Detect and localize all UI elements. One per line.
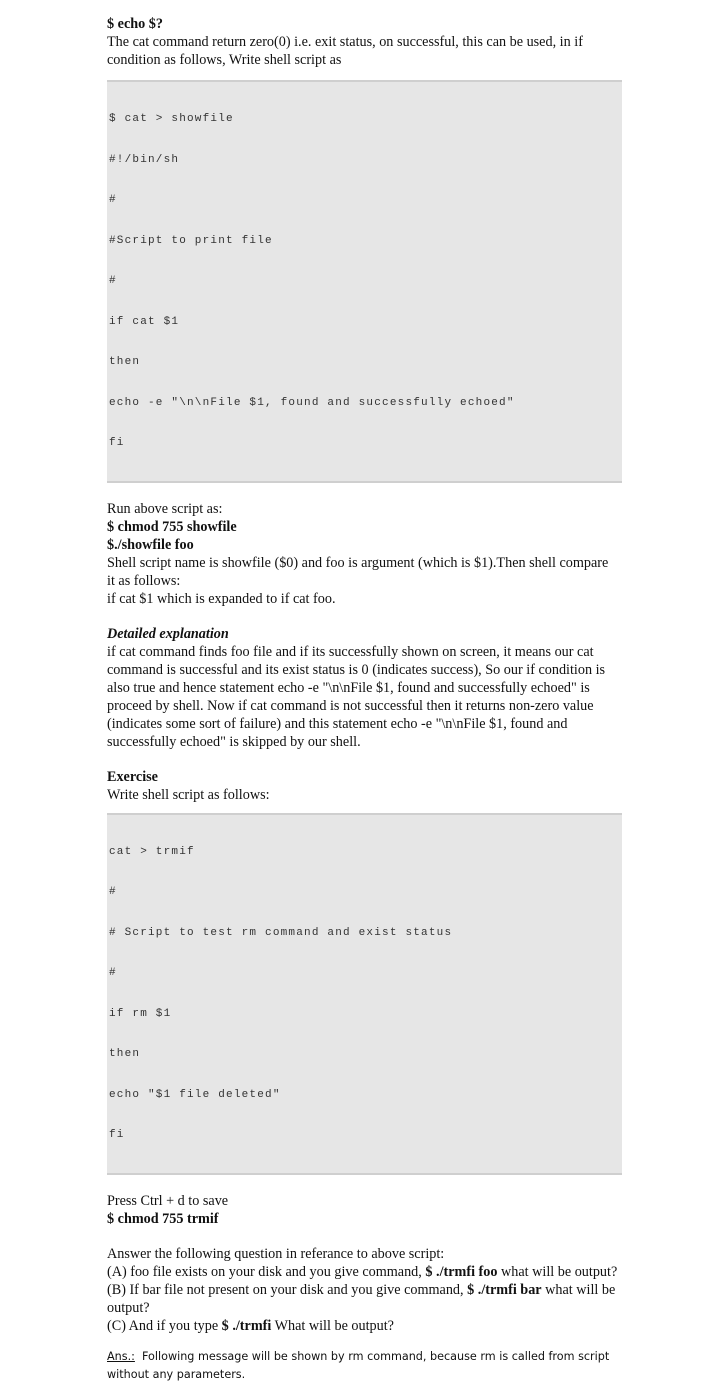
code-line: # xyxy=(109,194,117,206)
answer-label: Ans.: xyxy=(107,1349,135,1363)
answer-line-1 xyxy=(107,1348,622,1366)
code-block-showfile xyxy=(107,80,622,483)
code-line: $ cat > showfile xyxy=(109,113,234,125)
explanation-line-3: also true and hence statement echo -e "\n\nFile $1, found and successfully echoed" is xyxy=(107,679,590,696)
run-line-3: if cat $1 which is expanded to if cat foo. xyxy=(107,590,336,607)
explanation-line-1: if cat command finds foo file and if its successfully shown on screen, it means our cat xyxy=(107,643,594,660)
code-line: then xyxy=(109,1048,141,1060)
run-command-chmod: $ chmod 755 showfile xyxy=(107,518,237,535)
intro-line-2: condition as follows, Write shell script as xyxy=(107,52,342,68)
question-a xyxy=(107,1263,622,1281)
intro-line-1: The cat command return zero(0) i.e. exit status, on successful, this can be used, in if xyxy=(107,34,583,50)
code-line: # Script to test rm command and exist status xyxy=(109,926,453,939)
explanation-line-6: successfully echoed" is skipped by our shell. xyxy=(107,733,361,750)
question-b xyxy=(107,1281,622,1299)
explanation-heading: Detailed explanation xyxy=(107,625,229,642)
run-line-1: Shell script name is showfile ($0) and foo is argument (which is $1).Then shell compare xyxy=(107,554,609,571)
run-line-2: it as follows: xyxy=(107,572,181,589)
code-line: #Script to print file xyxy=(109,234,273,247)
code-line: #!/bin/sh xyxy=(109,153,180,166)
intro-command: $ echo $? xyxy=(107,16,163,32)
save-line: Press Ctrl + d to save xyxy=(107,1192,229,1209)
question-c-tail: What will be output? xyxy=(271,1317,394,1334)
code-block-trmif xyxy=(107,813,622,1175)
document-page xyxy=(107,0,622,1384)
questions-intro: Answer the following question in referance to above script: xyxy=(107,1245,445,1262)
question-a-command: $ ./trmfi foo xyxy=(425,1263,498,1280)
run-label: Run above script as: xyxy=(107,500,223,517)
code-line: fi xyxy=(109,437,125,449)
question-a-text: (A) foo file exists on your disk and you give command, xyxy=(107,1263,426,1280)
question-b-text: (B) If bar file not present on your disk and you give command, xyxy=(107,1281,468,1298)
code-line: echo -e "\n\nFile $1, found and successfully echoed" xyxy=(109,396,515,409)
explanation-line-2: command is successful and its exist status is 0 (indicates success), So our if condition is xyxy=(107,661,606,678)
save-command: $ chmod 755 trmif xyxy=(107,1210,219,1227)
code-line: cat > trmif xyxy=(109,845,195,858)
code-line: # xyxy=(109,967,117,979)
question-c-command: $ ./trmfi xyxy=(221,1317,272,1334)
question-c xyxy=(107,1317,622,1335)
run-command-exec: $./showfile foo xyxy=(107,536,194,553)
code-line: if cat $1 xyxy=(109,315,180,328)
answer-line-2: without any parameters. xyxy=(107,1367,246,1381)
code-line: if rm $1 xyxy=(109,1007,172,1020)
question-b-command: $ ./trmfi bar xyxy=(467,1281,542,1298)
question-b-tail: what will be xyxy=(541,1281,616,1298)
explanation-line-4: proceed by shell. Now if cat command is not successful then it returns non-zero value xyxy=(107,697,594,714)
code-line: # xyxy=(109,886,117,898)
code-line: # xyxy=(109,275,117,287)
code-line: echo "$1 file deleted" xyxy=(109,1088,281,1101)
question-c-text: (C) And if you type xyxy=(107,1317,222,1334)
exercise-line: Write shell script as follows: xyxy=(107,786,270,803)
answer-text: Following message will be shown by rm command, because rm is called from script xyxy=(134,1349,610,1363)
question-b-continued: output? xyxy=(107,1299,150,1316)
code-line: then xyxy=(109,356,141,368)
question-a-tail: what will be output? xyxy=(497,1263,618,1280)
code-line: fi xyxy=(109,1129,125,1141)
exercise-heading: Exercise xyxy=(107,768,158,785)
explanation-line-5: (indicates some sort of failure) and this statement echo -e "\n\nFile $1, found and xyxy=(107,715,568,732)
